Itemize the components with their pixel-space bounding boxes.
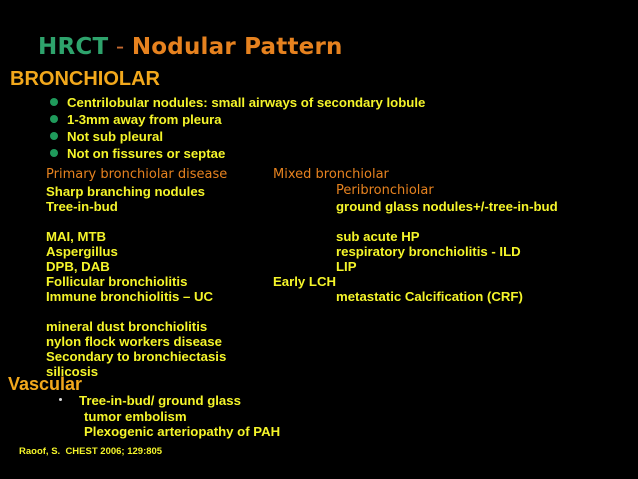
bullet-item: Centrilobular nodules: small airways of secondary lobule	[48, 94, 425, 111]
vascular-bullet: Tree-in-bud/ ground glass	[79, 393, 241, 408]
primary-line: nylon flock workers disease	[46, 334, 222, 349]
peri-line: ground glass nodules+/-tree-in-bud	[336, 199, 558, 214]
primary-line: silicosis	[46, 364, 99, 379]
primary-line: Tree-in-bud	[46, 199, 118, 214]
bronchiolar-bullets	[48, 94, 425, 162]
reference-citation: Raoof, S. CHEST 2006; 129:805	[19, 446, 163, 457]
bullet-dot-icon	[50, 132, 58, 140]
vascular-sub: tumor embolism	[84, 409, 187, 424]
peri-line: LIP	[336, 259, 357, 274]
title-separator: -	[108, 34, 132, 60]
primary-line: Immune bronchiolitis – UC	[46, 289, 214, 304]
bullet-dot-icon	[50, 149, 58, 157]
bullet-item: Not sub pleural	[48, 128, 425, 145]
bullet-item: Not on fissures or septae	[48, 145, 425, 162]
small-bullet-icon	[59, 398, 62, 401]
early-lch: Early LCH	[273, 274, 337, 289]
peri-line: respiratory bronchiolitis - ILD	[336, 244, 521, 259]
peri-line: metastatic Calcification (CRF)	[336, 289, 523, 304]
bullet-dot-icon	[50, 98, 58, 106]
bullet-dot-icon	[50, 115, 58, 123]
primary-heading: Primary bronchiolar disease	[46, 167, 228, 182]
title-nodular-pattern: Nodular Pattern	[131, 34, 343, 60]
primary-line: MAI, MTB	[46, 229, 107, 244]
slide-title	[38, 34, 343, 60]
title-hrct: HRCT	[38, 34, 109, 60]
primary-line: Sharp branching nodules	[46, 184, 205, 199]
peri-line: sub acute HP	[336, 229, 420, 244]
bullet-item: 1-3mm away from pleura	[48, 111, 425, 128]
peribronchiolar-heading: Peribronchiolar	[336, 183, 434, 198]
primary-line: mineral dust bronchiolitis	[46, 319, 208, 334]
primary-line: Secondary to bronchiectasis	[46, 349, 227, 364]
vascular-heading: Vascular	[8, 374, 83, 394]
primary-line: Follicular bronchiolitis	[46, 274, 188, 289]
bronchiolar-heading: BRONCHIOLAR	[10, 68, 160, 90]
mixed-heading: Mixed bronchiolar	[273, 167, 389, 182]
primary-line: DPB, DAB	[46, 259, 110, 274]
vascular-sub: Plexogenic arteriopathy of PAH	[84, 424, 281, 439]
primary-line: Aspergillus	[46, 244, 118, 259]
